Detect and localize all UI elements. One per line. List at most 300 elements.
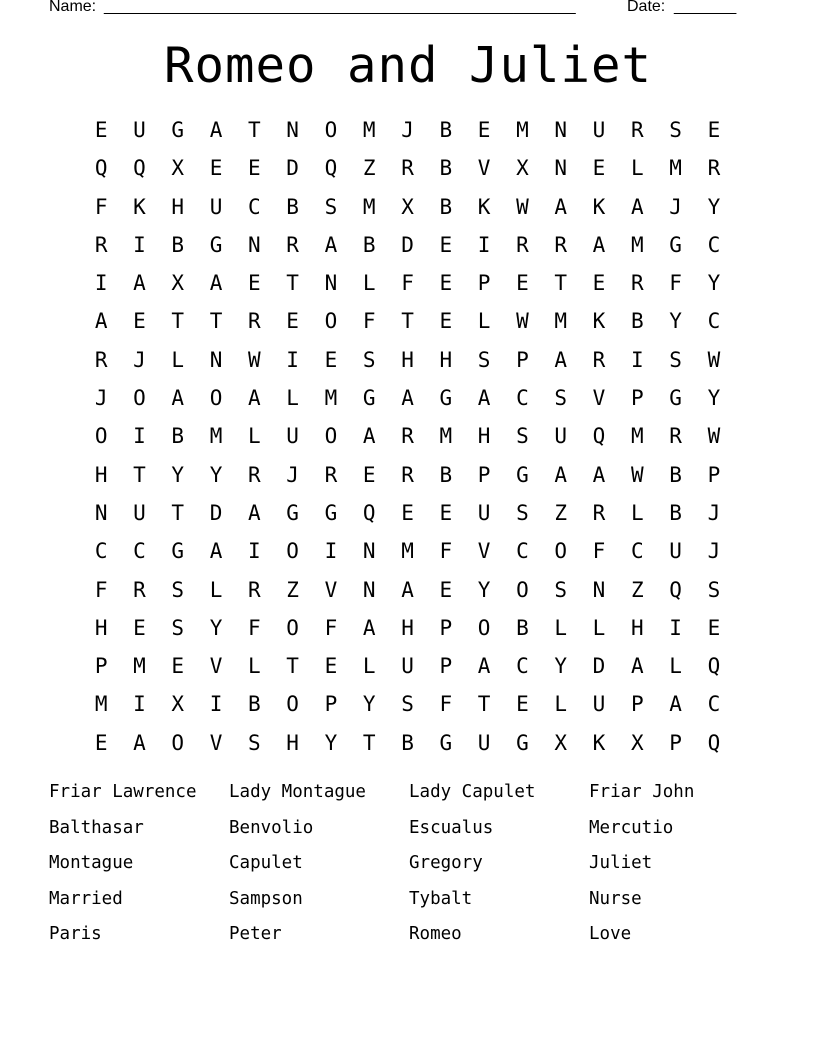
grid-letter: R xyxy=(248,577,261,602)
grid-letter: B xyxy=(248,692,261,717)
grid-letter: Q xyxy=(707,654,721,679)
grid-letter: N xyxy=(554,118,568,142)
grid-letter: V xyxy=(477,156,491,181)
grid-letter: L xyxy=(630,500,644,525)
grid-letter: P xyxy=(669,730,682,755)
grid-letter: M xyxy=(630,232,644,257)
grid-letter: J xyxy=(133,347,146,372)
grid-letter: R xyxy=(630,118,644,142)
grid-row xyxy=(82,609,734,647)
grid-letter: Q xyxy=(133,156,146,181)
grid-letter: D xyxy=(401,232,414,257)
grid-letter: I xyxy=(286,347,299,372)
grid-row xyxy=(82,494,734,532)
grid-letter: J xyxy=(286,462,299,487)
grid-letter: O xyxy=(286,539,299,564)
grid-letter: P xyxy=(94,654,108,679)
grid-letter: F xyxy=(324,615,338,640)
grid-letter: C xyxy=(707,232,721,257)
grid-letter: C xyxy=(94,539,108,564)
grid-letter: J xyxy=(707,539,721,564)
grid-letter: W xyxy=(630,462,644,487)
grid-letter: E xyxy=(133,615,146,640)
grid-letter: L xyxy=(248,424,261,449)
grid-letter: O xyxy=(324,424,338,449)
date-label: Date: xyxy=(627,0,666,15)
grid-letter: G xyxy=(669,232,682,257)
grid-letter: B xyxy=(439,194,453,219)
grid-letter: J xyxy=(401,118,414,142)
grid-letter: R xyxy=(133,577,146,602)
grid-letter: A xyxy=(248,386,261,411)
grid-letter: G xyxy=(286,500,299,525)
grid-letter: P xyxy=(630,692,644,717)
grid-row xyxy=(82,188,734,226)
grid-letter: H xyxy=(477,424,491,449)
grid-letter: E xyxy=(209,156,223,181)
grid-letter: E xyxy=(439,577,453,602)
grid-letter: E xyxy=(171,654,185,679)
grid-letter: B xyxy=(171,232,185,257)
grid-letter: N xyxy=(248,232,261,257)
grid-letter: E xyxy=(133,309,146,334)
grid-letter: R xyxy=(401,156,414,181)
grid-letter: M xyxy=(94,692,108,717)
grid-letter: B xyxy=(439,118,453,142)
grid-row xyxy=(82,341,734,379)
grid-letter: L xyxy=(248,654,261,679)
grid-letter: Y xyxy=(477,577,491,602)
grid-letter: A xyxy=(248,500,261,525)
grid-letter: I xyxy=(94,271,108,296)
grid-letter: L xyxy=(286,386,299,411)
grid-letter: W xyxy=(707,347,721,372)
grid-letter: F xyxy=(439,692,453,717)
grid-row xyxy=(82,111,734,149)
grid-letter: N xyxy=(286,118,299,142)
grid-letter: P xyxy=(516,347,529,372)
grid-letter: E xyxy=(94,730,108,755)
grid-letter: X xyxy=(171,271,185,296)
grid-letter: N xyxy=(592,577,606,602)
grid-letter: M xyxy=(209,424,223,449)
grid-letter: M xyxy=(439,424,453,449)
grid-row xyxy=(82,532,734,570)
grid-letter: H xyxy=(94,615,108,640)
word-list-item: Mercutio xyxy=(589,817,674,838)
grid-letter: F xyxy=(248,615,261,640)
grid-letter: Z xyxy=(362,156,376,181)
grid-letter: E xyxy=(477,118,491,142)
grid-letter: H xyxy=(171,194,185,219)
grid-letter: L xyxy=(477,309,491,334)
grid-letter: G xyxy=(516,730,529,755)
word-list-item: Peter xyxy=(229,924,282,945)
grid-letter: G xyxy=(439,730,453,755)
grid-letter: P xyxy=(477,271,491,296)
grid-letter: H xyxy=(439,347,453,372)
grid-letter: A xyxy=(630,194,644,219)
grid-letter: R xyxy=(286,232,299,257)
grid-letter: F xyxy=(94,194,108,219)
grid-letter: Q xyxy=(94,156,108,181)
grid-letter: M xyxy=(401,539,414,564)
grid-letter: B xyxy=(669,462,682,487)
grid-letter: L xyxy=(592,615,606,640)
grid-letter: G xyxy=(439,386,453,411)
grid-letter: G xyxy=(171,539,185,564)
grid-letter: K xyxy=(592,194,606,219)
grid-letter: S xyxy=(554,577,568,602)
grid-letter: T xyxy=(362,730,376,755)
grid-letter: T xyxy=(401,309,414,334)
grid-letter: M xyxy=(133,654,146,679)
grid-letter: A xyxy=(554,462,568,487)
grid-letter: J xyxy=(94,386,108,411)
grid-row xyxy=(82,571,734,609)
grid-letter: Z xyxy=(630,577,644,602)
grid-letter: T xyxy=(248,118,261,142)
grid-letter: U xyxy=(554,424,568,449)
grid-letter: M xyxy=(554,309,568,334)
grid-letter: U xyxy=(669,539,682,564)
grid-letter: C xyxy=(248,194,261,219)
grid-letter: U xyxy=(477,500,491,525)
grid-letter: K xyxy=(592,730,606,755)
grid-letter: P xyxy=(630,386,644,411)
grid-letter: B xyxy=(439,156,453,181)
grid-letter: C xyxy=(707,692,721,717)
grid-letter: E xyxy=(592,271,606,296)
grid-letter: A xyxy=(592,462,606,487)
word-list-item: Romeo xyxy=(409,924,462,945)
grid-row xyxy=(82,685,734,723)
grid-letter: U xyxy=(133,118,146,142)
grid-letter: E xyxy=(324,347,338,372)
page-title: Romeo and Juliet xyxy=(163,37,652,94)
grid-letter: E xyxy=(707,615,721,640)
grid-letter: C xyxy=(133,539,146,564)
grid-letter: A xyxy=(592,232,606,257)
grid-row xyxy=(82,417,734,455)
grid-letter: R xyxy=(630,271,644,296)
grid-letter: Q xyxy=(324,156,338,181)
grid-letter: Q xyxy=(592,424,606,449)
grid-letter: I xyxy=(133,424,146,449)
grid-letter: E xyxy=(439,271,453,296)
grid-letter: L xyxy=(630,156,644,181)
name-blank-line: _____________________________________________________ xyxy=(104,0,576,15)
grid-letter: P xyxy=(324,692,338,717)
grid-letter: K xyxy=(592,309,606,334)
grid-letter: G xyxy=(362,386,376,411)
grid-letter: B xyxy=(669,500,682,525)
grid-letter: B xyxy=(401,730,414,755)
grid-letter: R xyxy=(401,462,414,487)
grid-letter: A xyxy=(209,539,223,564)
grid-letter: E xyxy=(516,271,529,296)
grid-letter: Y xyxy=(707,194,721,219)
grid-letter: R xyxy=(248,462,261,487)
grid-letter: R xyxy=(554,232,568,257)
grid-letter: U xyxy=(592,692,606,717)
word-list-item: Balthasar xyxy=(49,817,144,838)
grid-row xyxy=(82,456,734,494)
grid-letter: N xyxy=(362,577,376,602)
word-list-item: Capulet xyxy=(229,853,303,874)
grid-letter: T xyxy=(286,654,299,679)
grid-letter: J xyxy=(669,194,682,219)
grid-letter: R xyxy=(248,309,261,334)
grid-letter: F xyxy=(669,271,682,296)
grid-letter: P xyxy=(707,462,721,487)
grid-letter: I xyxy=(133,232,146,257)
grid-row xyxy=(82,149,734,187)
grid-letter: A xyxy=(362,615,376,640)
grid-letter: B xyxy=(362,232,376,257)
grid-letter: R xyxy=(401,424,414,449)
grid-letter: Z xyxy=(286,577,299,602)
grid-letter: S xyxy=(669,347,682,372)
grid-letter: L xyxy=(362,271,376,296)
grid-letter: V xyxy=(324,577,338,602)
grid-letter: S xyxy=(401,692,414,717)
grid-letter: S xyxy=(171,615,185,640)
grid-letter: E xyxy=(286,309,299,334)
grid-letter: U xyxy=(592,118,606,142)
grid-letter: G xyxy=(669,386,682,411)
grid-letter: O xyxy=(554,539,568,564)
word-list-item: Benvolio xyxy=(229,817,314,838)
grid-letter: L xyxy=(669,654,682,679)
grid-letter: A xyxy=(669,692,682,717)
grid-letter: A xyxy=(401,577,414,602)
grid-letter: E xyxy=(592,156,606,181)
grid-letter: T xyxy=(286,271,299,296)
grid-letter: O xyxy=(171,730,185,755)
grid-letter: Y xyxy=(554,654,568,679)
grid-letter: A xyxy=(94,309,108,334)
grid-letter: S xyxy=(669,118,682,142)
grid-row xyxy=(82,724,734,762)
word-list-item: Love xyxy=(589,924,632,945)
grid-letter: K xyxy=(477,194,491,219)
word-list-item: Lady Montague xyxy=(229,782,366,802)
grid-letter: A xyxy=(324,232,338,257)
grid-letter: M xyxy=(362,194,376,219)
grid-letter: T xyxy=(477,692,491,717)
grid-letter: A xyxy=(477,386,491,411)
grid-row xyxy=(82,647,734,685)
grid-letter: H xyxy=(401,615,414,640)
grid-letter: F xyxy=(401,271,414,296)
grid-letter: I xyxy=(209,692,223,717)
grid-letter: Y xyxy=(669,309,682,334)
grid-letter: A xyxy=(133,730,146,755)
grid-letter: F xyxy=(592,539,606,564)
word-list xyxy=(49,775,769,953)
grid-letter: V xyxy=(477,539,491,564)
grid-letter: Y xyxy=(209,462,223,487)
word-list-item: Escualus xyxy=(409,817,494,838)
grid-letter: I xyxy=(630,347,644,372)
grid-letter: L xyxy=(209,577,223,602)
date-blank-line: _______ xyxy=(674,0,737,15)
grid-letter: T xyxy=(209,309,223,334)
grid-letter: P xyxy=(477,462,491,487)
grid-letter: Y xyxy=(707,386,721,411)
grid-letter: I xyxy=(669,615,682,640)
grid-letter: Y xyxy=(209,615,223,640)
grid-letter: X xyxy=(516,156,529,181)
grid-letter: A xyxy=(133,271,146,296)
grid-letter: O xyxy=(94,424,108,449)
grid-row xyxy=(82,302,734,340)
grid-letter: F xyxy=(94,577,108,602)
grid-letter: G xyxy=(324,500,338,525)
grid-letter: R xyxy=(669,424,682,449)
grid-letter: G xyxy=(516,462,529,487)
grid-letter: Y xyxy=(171,462,185,487)
grid-letter: E xyxy=(516,692,529,717)
grid-letter: R xyxy=(94,347,108,372)
grid-letter: P xyxy=(439,654,453,679)
letter-grid xyxy=(82,111,734,762)
grid-letter: X xyxy=(171,156,185,181)
grid-letter: S xyxy=(324,194,338,219)
grid-letter: Q xyxy=(362,500,376,525)
grid-letter: U xyxy=(286,424,299,449)
word-list-item: Tybalt xyxy=(409,888,473,909)
grid-letter: E xyxy=(707,118,721,142)
grid-letter: S xyxy=(554,386,568,411)
grid-letter: S xyxy=(248,730,261,755)
grid-letter: B xyxy=(286,194,299,219)
grid-letter: N xyxy=(554,156,568,181)
grid-letter: M xyxy=(630,424,644,449)
grid-letter: H xyxy=(286,730,299,755)
grid-letter: G xyxy=(171,118,185,142)
word-list-item: Married xyxy=(49,888,123,909)
grid-letter: C xyxy=(707,309,721,334)
grid-letter: V xyxy=(592,386,606,411)
grid-letter: R xyxy=(516,232,529,257)
grid-letter: W xyxy=(707,424,721,449)
grid-letter: S xyxy=(171,577,185,602)
grid-letter: V xyxy=(209,654,223,679)
grid-letter: R xyxy=(324,462,338,487)
grid-row xyxy=(82,226,734,264)
grid-letter: U xyxy=(209,194,223,219)
word-list-item: Nurse xyxy=(589,888,642,909)
grid-letter: N xyxy=(362,539,376,564)
grid-letter: I xyxy=(324,539,338,564)
word-list-item: Gregory xyxy=(409,853,483,874)
grid-letter: N xyxy=(324,271,338,296)
grid-letter: X xyxy=(401,194,414,219)
grid-letter: Y xyxy=(324,730,338,755)
grid-letter: X xyxy=(630,730,644,755)
grid-letter: B xyxy=(171,424,185,449)
grid-letter: U xyxy=(477,730,491,755)
grid-letter: T xyxy=(133,462,146,487)
grid-letter: E xyxy=(324,654,338,679)
grid-letter: X xyxy=(171,692,185,717)
grid-letter: E xyxy=(248,271,261,296)
grid-letter: T xyxy=(171,309,185,334)
grid-letter: C xyxy=(516,654,529,679)
grid-letter: O xyxy=(324,118,338,142)
grid-letter: E xyxy=(439,309,453,334)
grid-letter: R xyxy=(707,156,721,181)
name-label: Name: xyxy=(49,0,97,15)
grid-letter: O xyxy=(324,309,338,334)
word-list-item: Montague xyxy=(49,853,134,874)
grid-letter: M xyxy=(324,386,338,411)
grid-letter: D xyxy=(592,654,606,679)
grid-letter: E xyxy=(362,462,376,487)
grid-letter: O xyxy=(286,692,299,717)
grid-letter: A xyxy=(171,386,185,411)
grid-letter: A xyxy=(209,118,223,142)
grid-letter: O xyxy=(477,615,491,640)
grid-letter: E xyxy=(401,500,414,525)
grid-letter: E xyxy=(94,118,108,142)
grid-letter: R xyxy=(94,232,108,257)
grid-letter: O xyxy=(133,386,146,411)
grid-letter: A xyxy=(554,347,568,372)
grid-letter: A xyxy=(362,424,376,449)
grid-letter: C xyxy=(630,539,644,564)
grid-letter: Y xyxy=(707,271,721,296)
grid-letter: E xyxy=(248,156,261,181)
word-list-item: Sampson xyxy=(229,888,303,909)
grid-letter: J xyxy=(707,500,721,525)
grid-letter: N xyxy=(209,347,223,372)
word-list-item: Lady Capulet xyxy=(409,782,536,802)
grid-letter: X xyxy=(554,730,568,755)
grid-letter: W xyxy=(516,309,529,334)
grid-letter: C xyxy=(516,539,529,564)
grid-letter: E xyxy=(439,500,453,525)
word-list-item: Friar Lawrence xyxy=(49,782,197,802)
grid-letter: F xyxy=(362,309,376,334)
grid-letter: L xyxy=(554,615,568,640)
grid-letter: O xyxy=(516,577,529,602)
grid-letter: C xyxy=(516,386,529,411)
grid-letter: A xyxy=(401,386,414,411)
grid-letter: E xyxy=(439,232,453,257)
grid-letter: F xyxy=(439,539,453,564)
grid-letter: T xyxy=(554,271,568,296)
grid-letter: T xyxy=(171,500,185,525)
grid-row xyxy=(82,264,734,302)
grid-letter: I xyxy=(133,692,146,717)
grid-letter: B xyxy=(439,462,453,487)
grid-letter: P xyxy=(439,615,453,640)
grid-letter: S xyxy=(477,347,491,372)
grid-letter: W xyxy=(248,347,261,372)
grid-letter: A xyxy=(630,654,644,679)
grid-letter: B xyxy=(630,309,644,334)
word-list-item: Juliet xyxy=(589,853,653,874)
grid-letter: B xyxy=(516,615,529,640)
grid-letter: R xyxy=(592,500,606,525)
grid-letter: S xyxy=(516,500,529,525)
grid-letter: S xyxy=(362,347,376,372)
grid-letter: U xyxy=(401,654,414,679)
grid-letter: S xyxy=(707,577,721,602)
